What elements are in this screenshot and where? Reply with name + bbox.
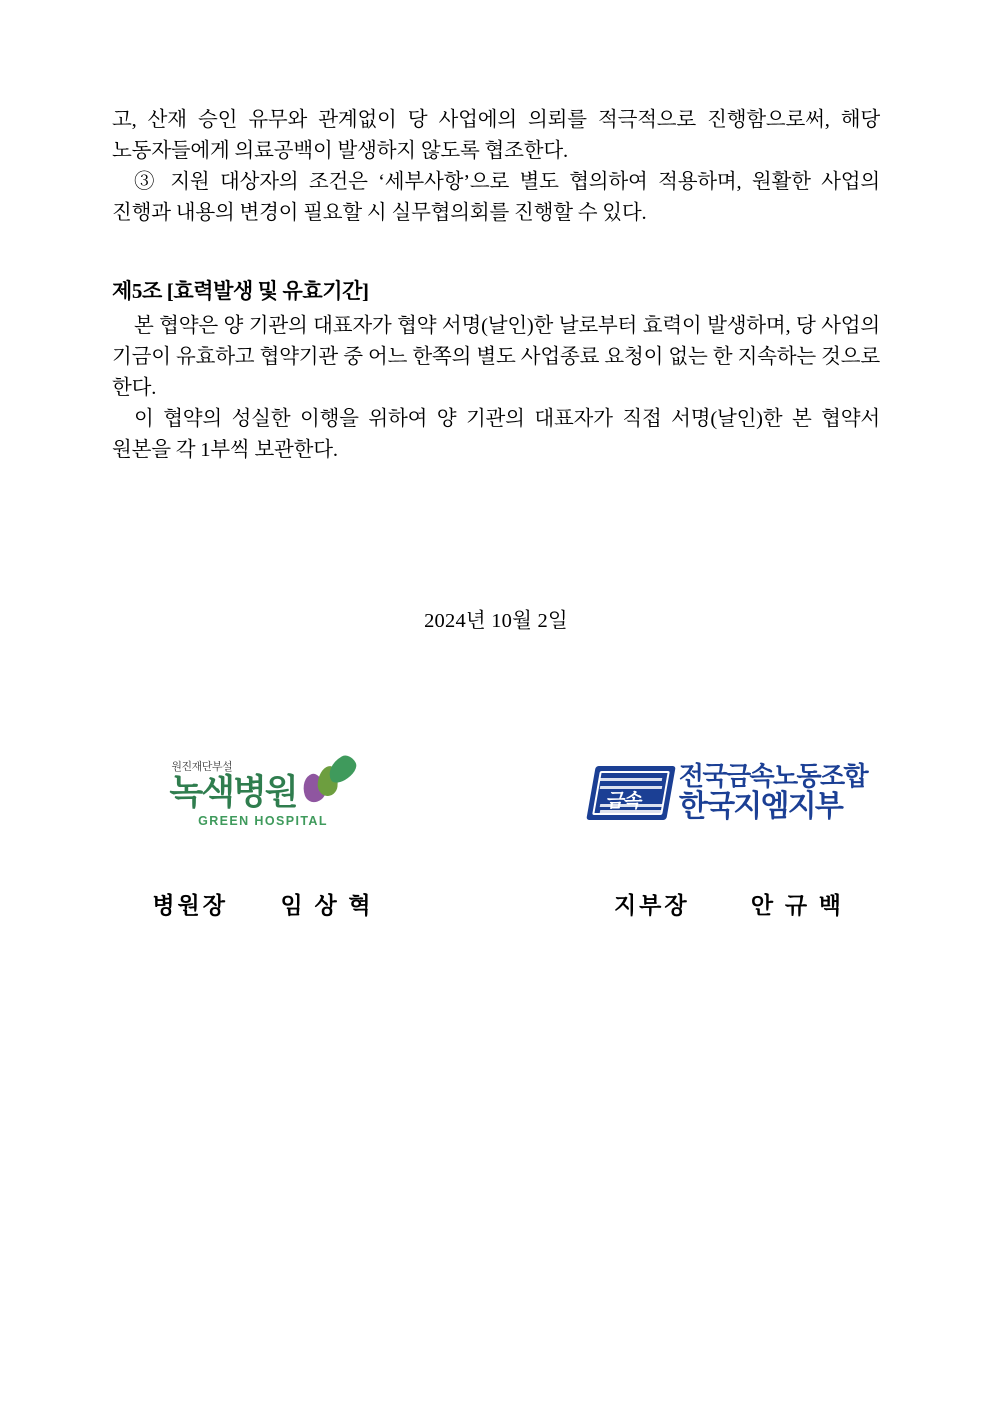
paragraph-item-3: ③ 지원 대상자의 조건은 ‘세부사항’으로 별도 협의하여 적용하며, 원활한 사업의 진행과 내용의 변경이 필요할 시 실무협의회를 진행할 수 있다. <box>112 171 880 224</box>
signature-line-union: 지부장 안 규 백 <box>613 893 845 918</box>
union-emblem-text: 금속 <box>604 791 644 812</box>
agreement-date: 2024년 10월 2일 <box>424 610 568 632</box>
spacer <box>112 229 880 275</box>
paragraph-continuation: 고, 산재 승인 유무와 관계없이 당 사업에의 의뢰를 적극적으로 진행함으로써, 해당 노동자들에게 의료공백이 발생하지 않도록 협조한다. <box>112 109 880 162</box>
signature-area <box>112 745 880 920</box>
spacer <box>112 466 880 603</box>
korean-metal-workers-union-logo <box>591 745 867 841</box>
section-paragraph-1: 본 협약은 양 기관의 대표자가 협약 서명(날인)한 날로부터 효력이 발생하며, 당 사업의 기금이 유효하고 협약기관 중 어느 한쪽의 별도 사업종료 요청이 없는 한 지속하는 것으로 한다. <box>112 315 880 399</box>
green-hospital-logo <box>169 745 356 841</box>
signature-block-hospital <box>113 745 413 920</box>
section-body <box>112 311 880 466</box>
signature-block-union <box>579 745 879 920</box>
green-hospital-english-text: GREEN HOSPITAL <box>198 814 328 829</box>
section-paragraph-2: 이 협약의 성실한 이행을 위하여 양 기관의 대표자가 직접 서명(날인)한 본 협약서 원본을 각 1부씩 보관한다. <box>112 408 880 461</box>
union-flag-icon <box>591 762 671 824</box>
section-title-article-5: 제5조 [효력발생 및 유효기간] <box>112 279 369 303</box>
leaf-icon <box>301 758 357 804</box>
green-hospital-main-text: 녹색병원 <box>169 773 297 813</box>
union-logo-line-1: 전국금속노동조합 <box>678 761 868 792</box>
document-body <box>112 105 880 229</box>
signature-line-hospital: 병원장 임 상 혁 <box>152 893 374 918</box>
green-hospital-sub-text: 원진재단부설 <box>171 761 233 774</box>
union-logo-line-2: 한국지엠지부 <box>678 789 843 823</box>
